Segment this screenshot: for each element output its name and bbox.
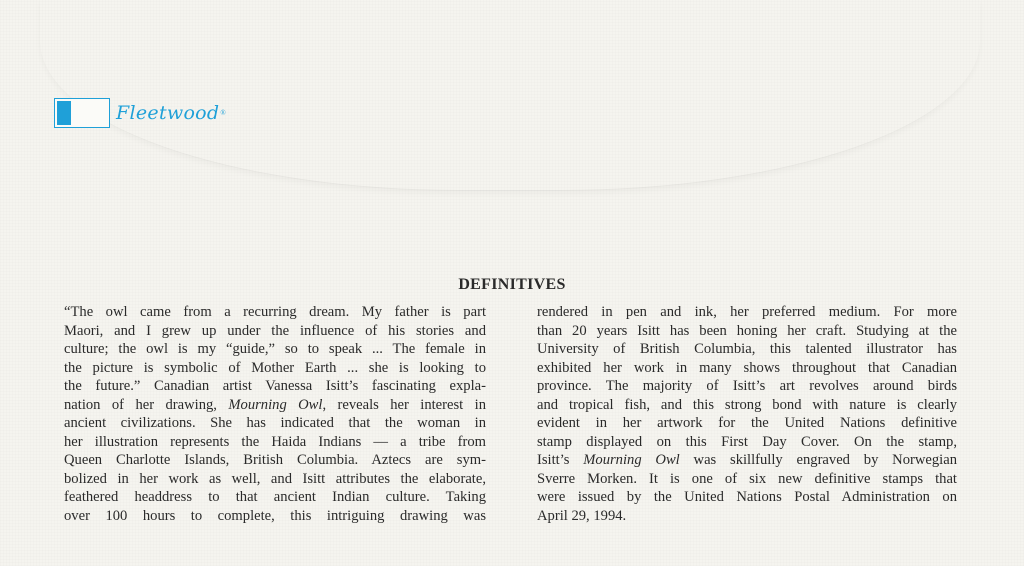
text-line: over 100 hours to complete, this intriguing drawing was bbox=[64, 507, 486, 524]
text-line: province. The majority of Isitt’s art revolves around birds bbox=[537, 378, 957, 394]
text-line: April 29, 1994. bbox=[537, 507, 627, 524]
logo-box-fill bbox=[57, 101, 71, 125]
artwork-title: Mourning Owl bbox=[583, 452, 680, 468]
text-line: Queen Charlotte Islands, British Columbia. Aztecs are sym- bbox=[64, 452, 486, 468]
text-line: nation of her drawing, Mourning Owl, reveals her interest in bbox=[64, 396, 486, 413]
text-line: evident in her artwork for the United Nations definitive bbox=[537, 415, 957, 431]
text-line: the picture is symbolic of Mother Earth ... she is looking to bbox=[64, 359, 486, 376]
text-line: rendered in pen and ink, her preferred medium. For more bbox=[537, 304, 957, 320]
text-line: than 20 years Isitt has been honing her craft. Studying at the bbox=[537, 322, 957, 339]
logo-box-icon bbox=[54, 98, 110, 128]
envelope-flap bbox=[40, 0, 980, 191]
text-line: ancient civilizations. She has indicated that the woman in bbox=[64, 415, 486, 431]
text-line: Isitt’s Mourning Owl was skillfully engraved by Norwegian bbox=[537, 452, 957, 468]
text-line: exhibited her work in many shows throughout that Canadian bbox=[537, 359, 957, 376]
text-line: the future.” Canadian artist Vanessa Isitt’s fascinating expla- bbox=[64, 378, 486, 394]
text-line: were issued by the United Nations Postal Administration on bbox=[537, 489, 957, 505]
text-line: bolized in her work as well, and Isitt attributes the elaborate, bbox=[64, 470, 486, 487]
logo-wordmark: Fleetwood bbox=[116, 102, 220, 124]
text-line: Maori, and I grew up under the influence of his stories and bbox=[64, 322, 486, 339]
text-line: culture; the owl is my “guide,” so to speak ... The female in bbox=[64, 341, 486, 357]
right-text-column bbox=[537, 303, 957, 525]
page-title: DEFINITIVES bbox=[458, 276, 566, 293]
text-line: “The owl came from a recurring dream. My father is part bbox=[64, 304, 486, 320]
left-text-column bbox=[64, 303, 486, 525]
text-line: stamp displayed on this First Day Cover. On the stamp, bbox=[537, 433, 957, 450]
text-line: her illustration represents the Haida Indians — a tribe from bbox=[64, 433, 486, 450]
registered-mark: ® bbox=[220, 109, 226, 117]
text-line: Sverre Morken. It is one of six new definitive stamps that bbox=[537, 470, 957, 487]
text-line: feathered headdress to that ancient Indian culture. Taking bbox=[64, 489, 486, 505]
text-line: University of British Columbia, this talented illustrator has bbox=[537, 341, 957, 357]
fleetwood-logo bbox=[54, 98, 226, 128]
artwork-title: Mourning Owl bbox=[228, 396, 323, 413]
text-line: and tropical fish, and this strong bond with nature is clearly bbox=[537, 396, 957, 413]
